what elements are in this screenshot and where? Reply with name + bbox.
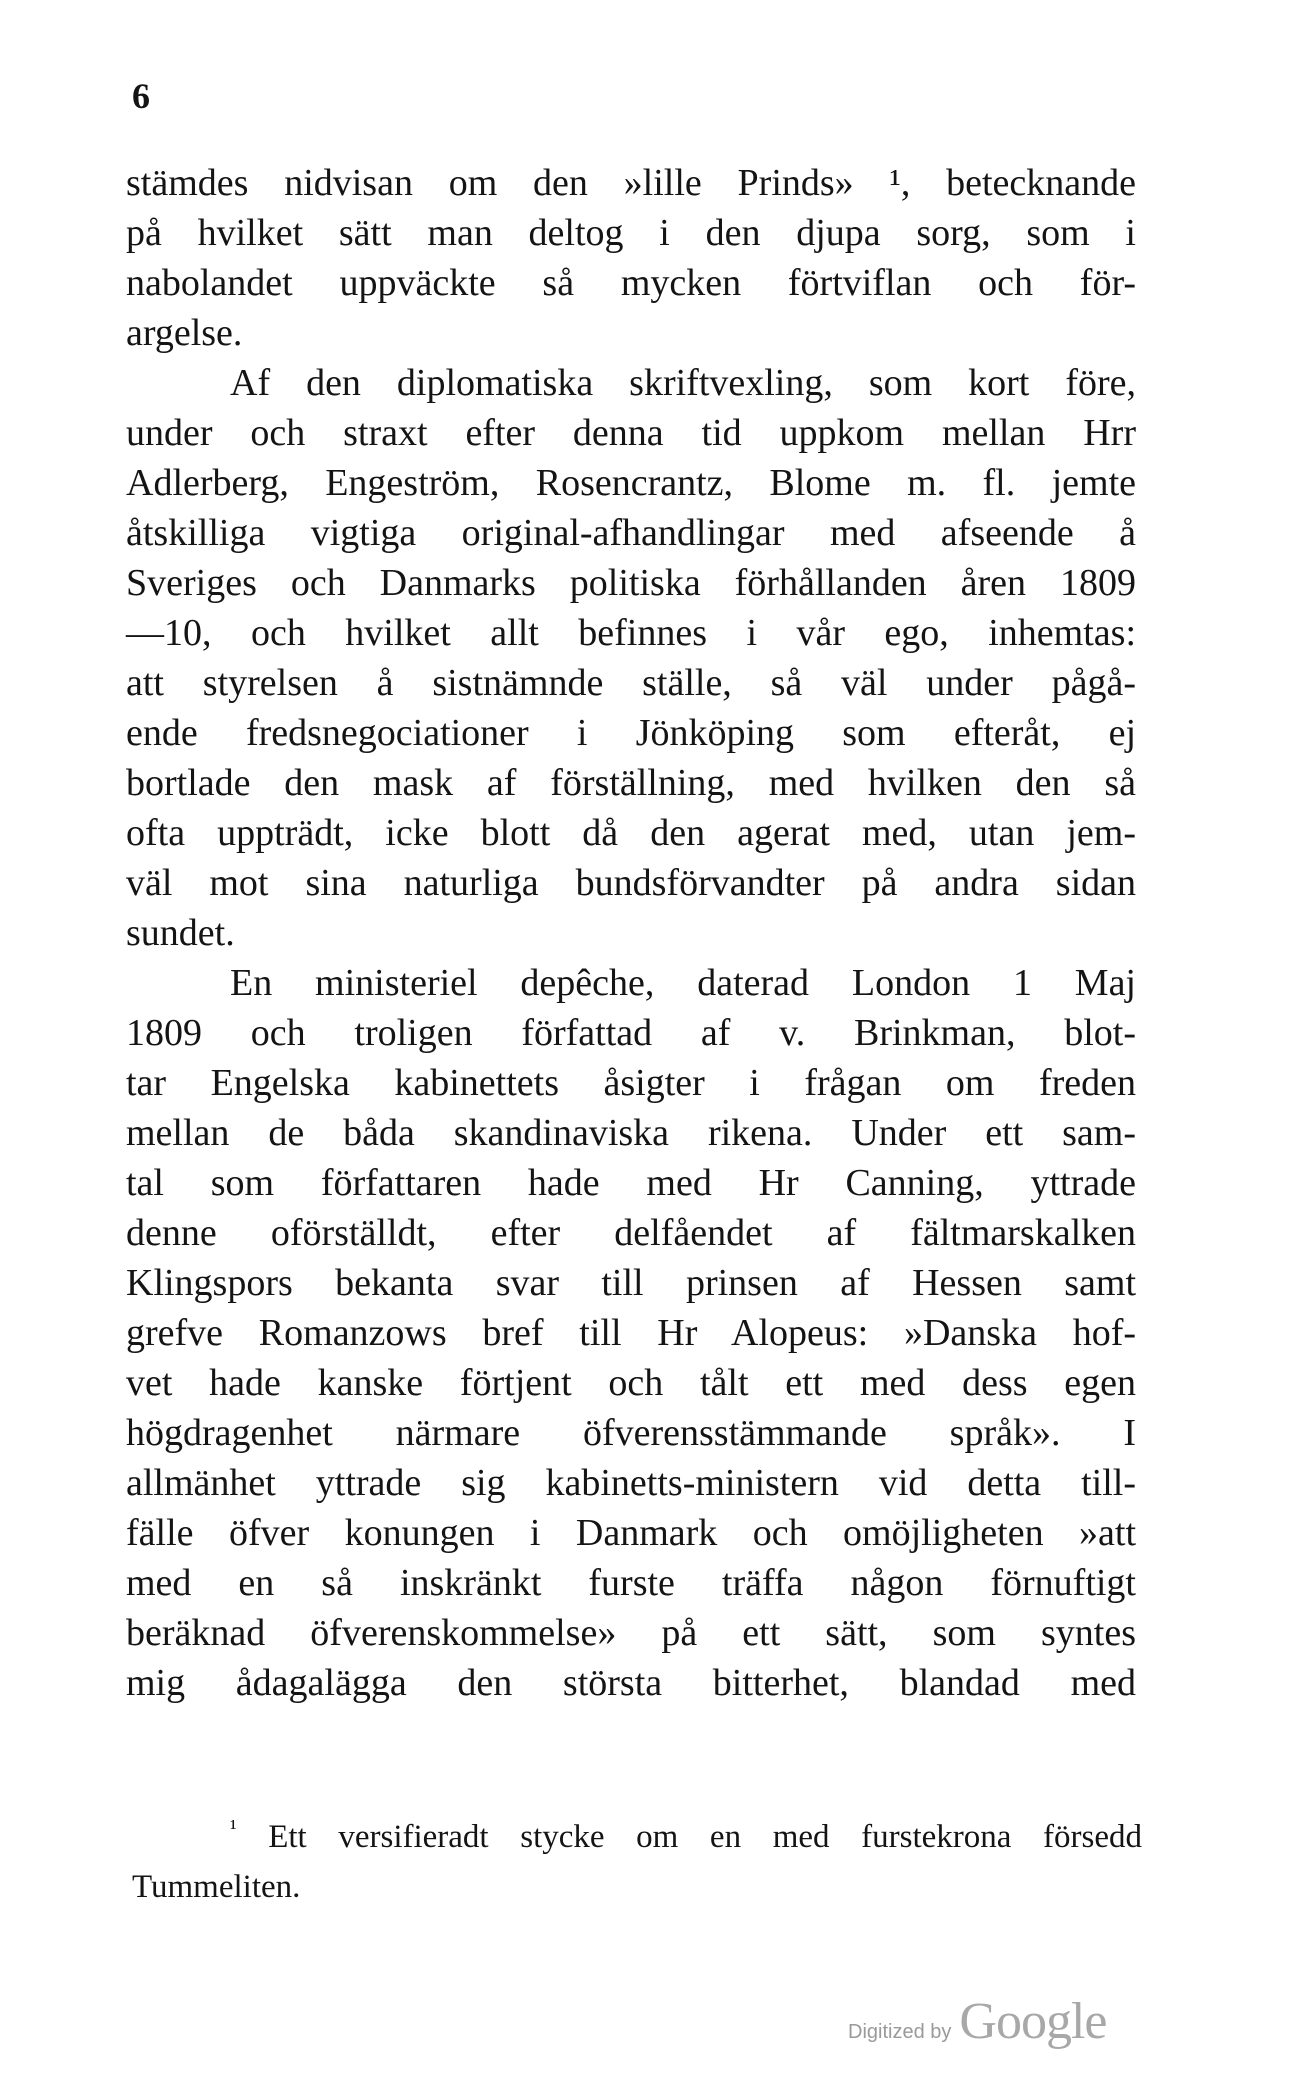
watermark-prefix: Digitized by (848, 2021, 952, 2043)
text-line: mig ådagalägga den största bitterhet, blandad med (126, 1662, 1136, 1704)
text-line: fälle öfver konungen i Danmark och omöjligheten »att (126, 1512, 1136, 1554)
text-line: högdragenhet närmare öfverensstämmande språk». I (126, 1412, 1136, 1454)
text-line: åtskilliga vigtiga original-afhandlingar med afseende å (126, 512, 1136, 554)
text-line: ofta uppträdt, icke blott då den agerat med, utan jem- (126, 812, 1136, 854)
text-line: vet hade kanske förtjent och tålt ett med dess egen (126, 1362, 1136, 1404)
text-line: En ministeriel depêche, daterad London 1 Maj (230, 962, 1136, 1004)
page-number: 6 (132, 76, 150, 116)
text-line: allmänhet yttrade sig kabinetts-ministern vid detta till- (126, 1462, 1136, 1504)
text-line: denne oförställdt, efter delfåendet af fältmarskalken (126, 1212, 1136, 1254)
text-line: att styrelsen å sistnämnde ställe, så väl under pågå- (126, 662, 1136, 704)
footnote-marker: ¹ (230, 1815, 237, 1840)
digitized-by-watermark (848, 1992, 1106, 2051)
footnote-line (132, 1812, 1142, 1862)
text-line: grefve Romanzows bref till Hr Alopeus: »Danska hof- (126, 1312, 1136, 1354)
text-line: sundet. (126, 912, 235, 954)
text-line: argelse. (126, 312, 243, 354)
text-line: med en så inskränkt furste träffa någon förnuftigt (126, 1562, 1136, 1604)
text-line: stämdes nidvisan om den »lille Prinds» ¹, betecknande (126, 162, 1136, 204)
text-line: Klingspors bekanta svar till prinsen af Hessen samt (126, 1262, 1136, 1304)
text-line: under och straxt efter denna tid uppkom mellan Hrr (126, 412, 1136, 454)
text-line: Af den diplomatiska skriftvexling, som kort före, (230, 362, 1136, 404)
text-line: nabolandet uppväckte så mycken förtviflan och för- (126, 262, 1136, 304)
body-text (126, 158, 1136, 1708)
text-line: tar Engelska kabinettets åsigter i frågan om freden (126, 1062, 1136, 1104)
google-logo: Google (959, 1993, 1107, 2050)
text-line: Sveriges och Danmarks politiska förhållanden åren 1809 (126, 562, 1136, 604)
text-line: bortlade den mask af förställning, med hvilken den så (126, 762, 1136, 804)
text-line: beräknad öfverenskommelse» på ett sätt, som syntes (126, 1612, 1136, 1654)
footnote-text: Ett versifieradt stycke om en med furstekrona försedd (268, 1819, 1142, 1855)
footnote (132, 1812, 1142, 1912)
text-line: ende fredsnegociationer i Jönköping som efteråt, ej (126, 712, 1136, 754)
text-line: Adlerberg, Engeström, Rosencrantz, Blome m. fl. jemte (126, 462, 1136, 504)
text-line: på hvilket sätt man deltog i den djupa sorg, som i (126, 212, 1136, 254)
text-line: tal som författaren hade med Hr Canning, yttrade (126, 1162, 1136, 1204)
footnote-line: Tummeliten. (132, 1869, 301, 1905)
text-line: 1809 och troligen författad af v. Brinkman, blot- (126, 1012, 1136, 1054)
text-line: —10, och hvilket allt befinnes i vår ego, inhemtas: (126, 612, 1136, 654)
text-line: mellan de båda skandinaviska rikena. Under ett sam- (126, 1112, 1136, 1154)
text-line: väl mot sina naturliga bundsförvandter på andra sidan (126, 862, 1136, 904)
